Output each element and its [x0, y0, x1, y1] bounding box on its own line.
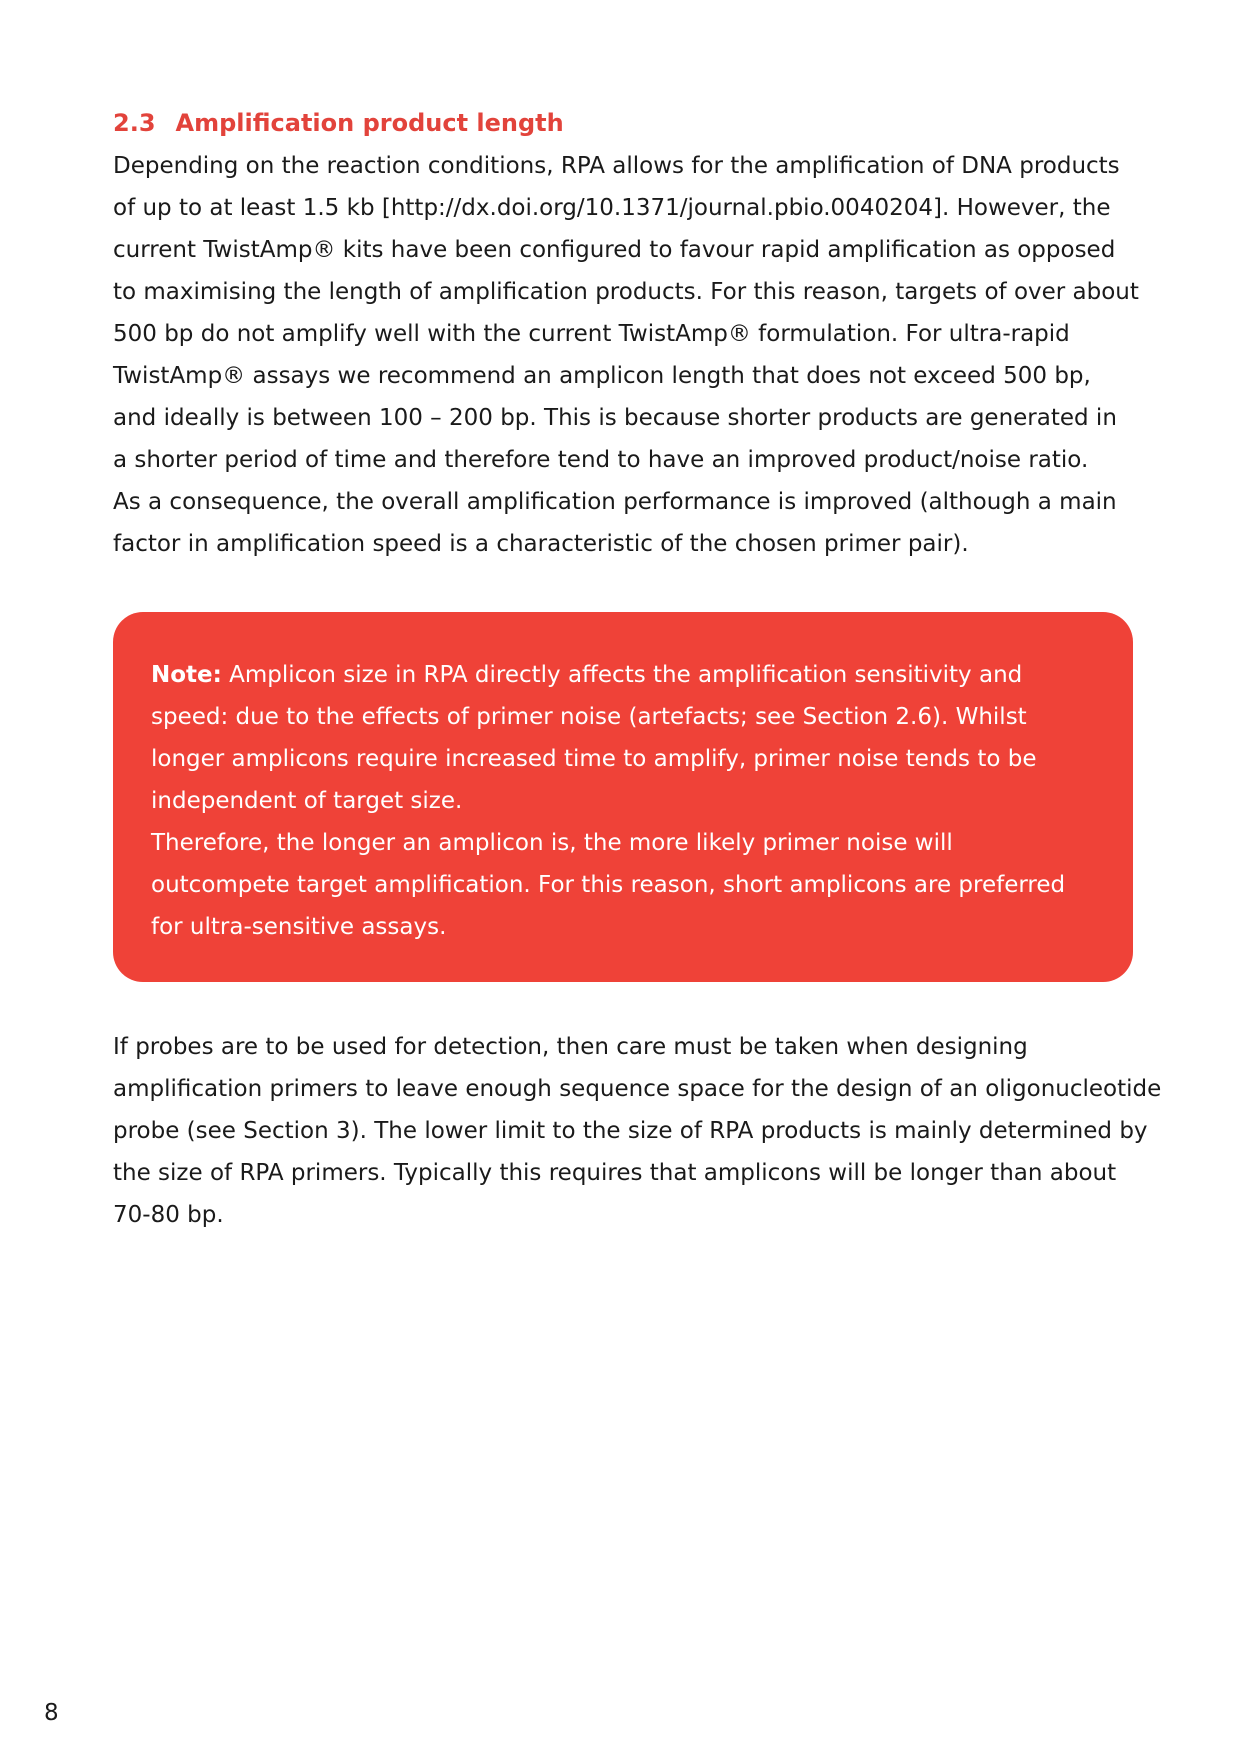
note-callout-box — [113, 612, 1133, 982]
paragraph-line: to maximising the length of amplification products. For this reason, targets of over about — [113, 279, 1139, 305]
note-line — [151, 654, 1065, 696]
note-line: longer amplicons require increased time to amplify, primer noise tends to be — [151, 746, 1037, 772]
page-number: 8 — [44, 1700, 59, 1726]
paragraph-line: 70-80 bp. — [113, 1202, 224, 1228]
note-text — [151, 654, 1065, 948]
paragraph-line: factor in amplification speed is a characteristic of the chosen primer pair). — [113, 531, 969, 557]
paragraph-line: current TwistAmp® kits have been configured to favour rapid amplification as opposed — [113, 237, 1116, 263]
note-line: speed: due to the effects of primer noise (artefacts; see Section 2.6). Whilst — [151, 704, 1027, 730]
paragraph-line: of up to at least 1.5 kb [http://dx.doi.org/10.1371/journal.pbio.0040204]. However, the — [113, 195, 1111, 221]
paragraph-line: probe (see Section 3). The lower limit to the size of RPA products is mainly determined by — [113, 1118, 1148, 1144]
note-line: Therefore, the longer an amplicon is, the more likely primer noise will — [151, 830, 953, 856]
body-paragraph-1 — [113, 145, 1139, 565]
paragraph-line: As a consequence, the overall amplification performance is improved (although a main — [113, 489, 1117, 515]
paragraph-line: If probes are to be used for detection, then care must be taken when designing — [113, 1034, 1028, 1060]
paragraph-line: and ideally is between 100 – 200 bp. This is because shorter products are generated in — [113, 405, 1117, 431]
note-line: for ultra-sensitive assays. — [151, 914, 447, 940]
note-label: Note: — [151, 662, 222, 688]
paragraph-line: a shorter period of time and therefore tend to have an improved product/noise ratio. — [113, 447, 1089, 473]
section-number: 2.3 — [113, 109, 156, 137]
paragraph-line: amplification primers to leave enough sequence space for the design of an oligonucleotide — [113, 1076, 1162, 1102]
paragraph-line: 500 bp do not amplify well with the current TwistAmp® formulation. For ultra-rapid — [113, 321, 1070, 347]
body-paragraph-2 — [113, 1026, 1162, 1236]
note-line: outcompete target amplification. For this reason, short amplicons are preferred — [151, 872, 1066, 898]
section-heading — [113, 106, 564, 140]
paragraph-line: TwistAmp® assays we recommend an amplicon length that does not exceed 500 bp, — [113, 363, 1091, 389]
paragraph-line: Depending on the reaction conditions, RPA allows for the amplification of DNA products — [113, 153, 1120, 179]
note-line: independent of target size. — [151, 788, 463, 814]
section-title: Amplification product length — [175, 109, 564, 137]
note-first-line-text: Amplicon size in RPA directly affects the amplification sensitivity and — [221, 662, 1023, 688]
paragraph-line: the size of RPA primers. Typically this requires that amplicons will be longer than about — [113, 1160, 1117, 1186]
